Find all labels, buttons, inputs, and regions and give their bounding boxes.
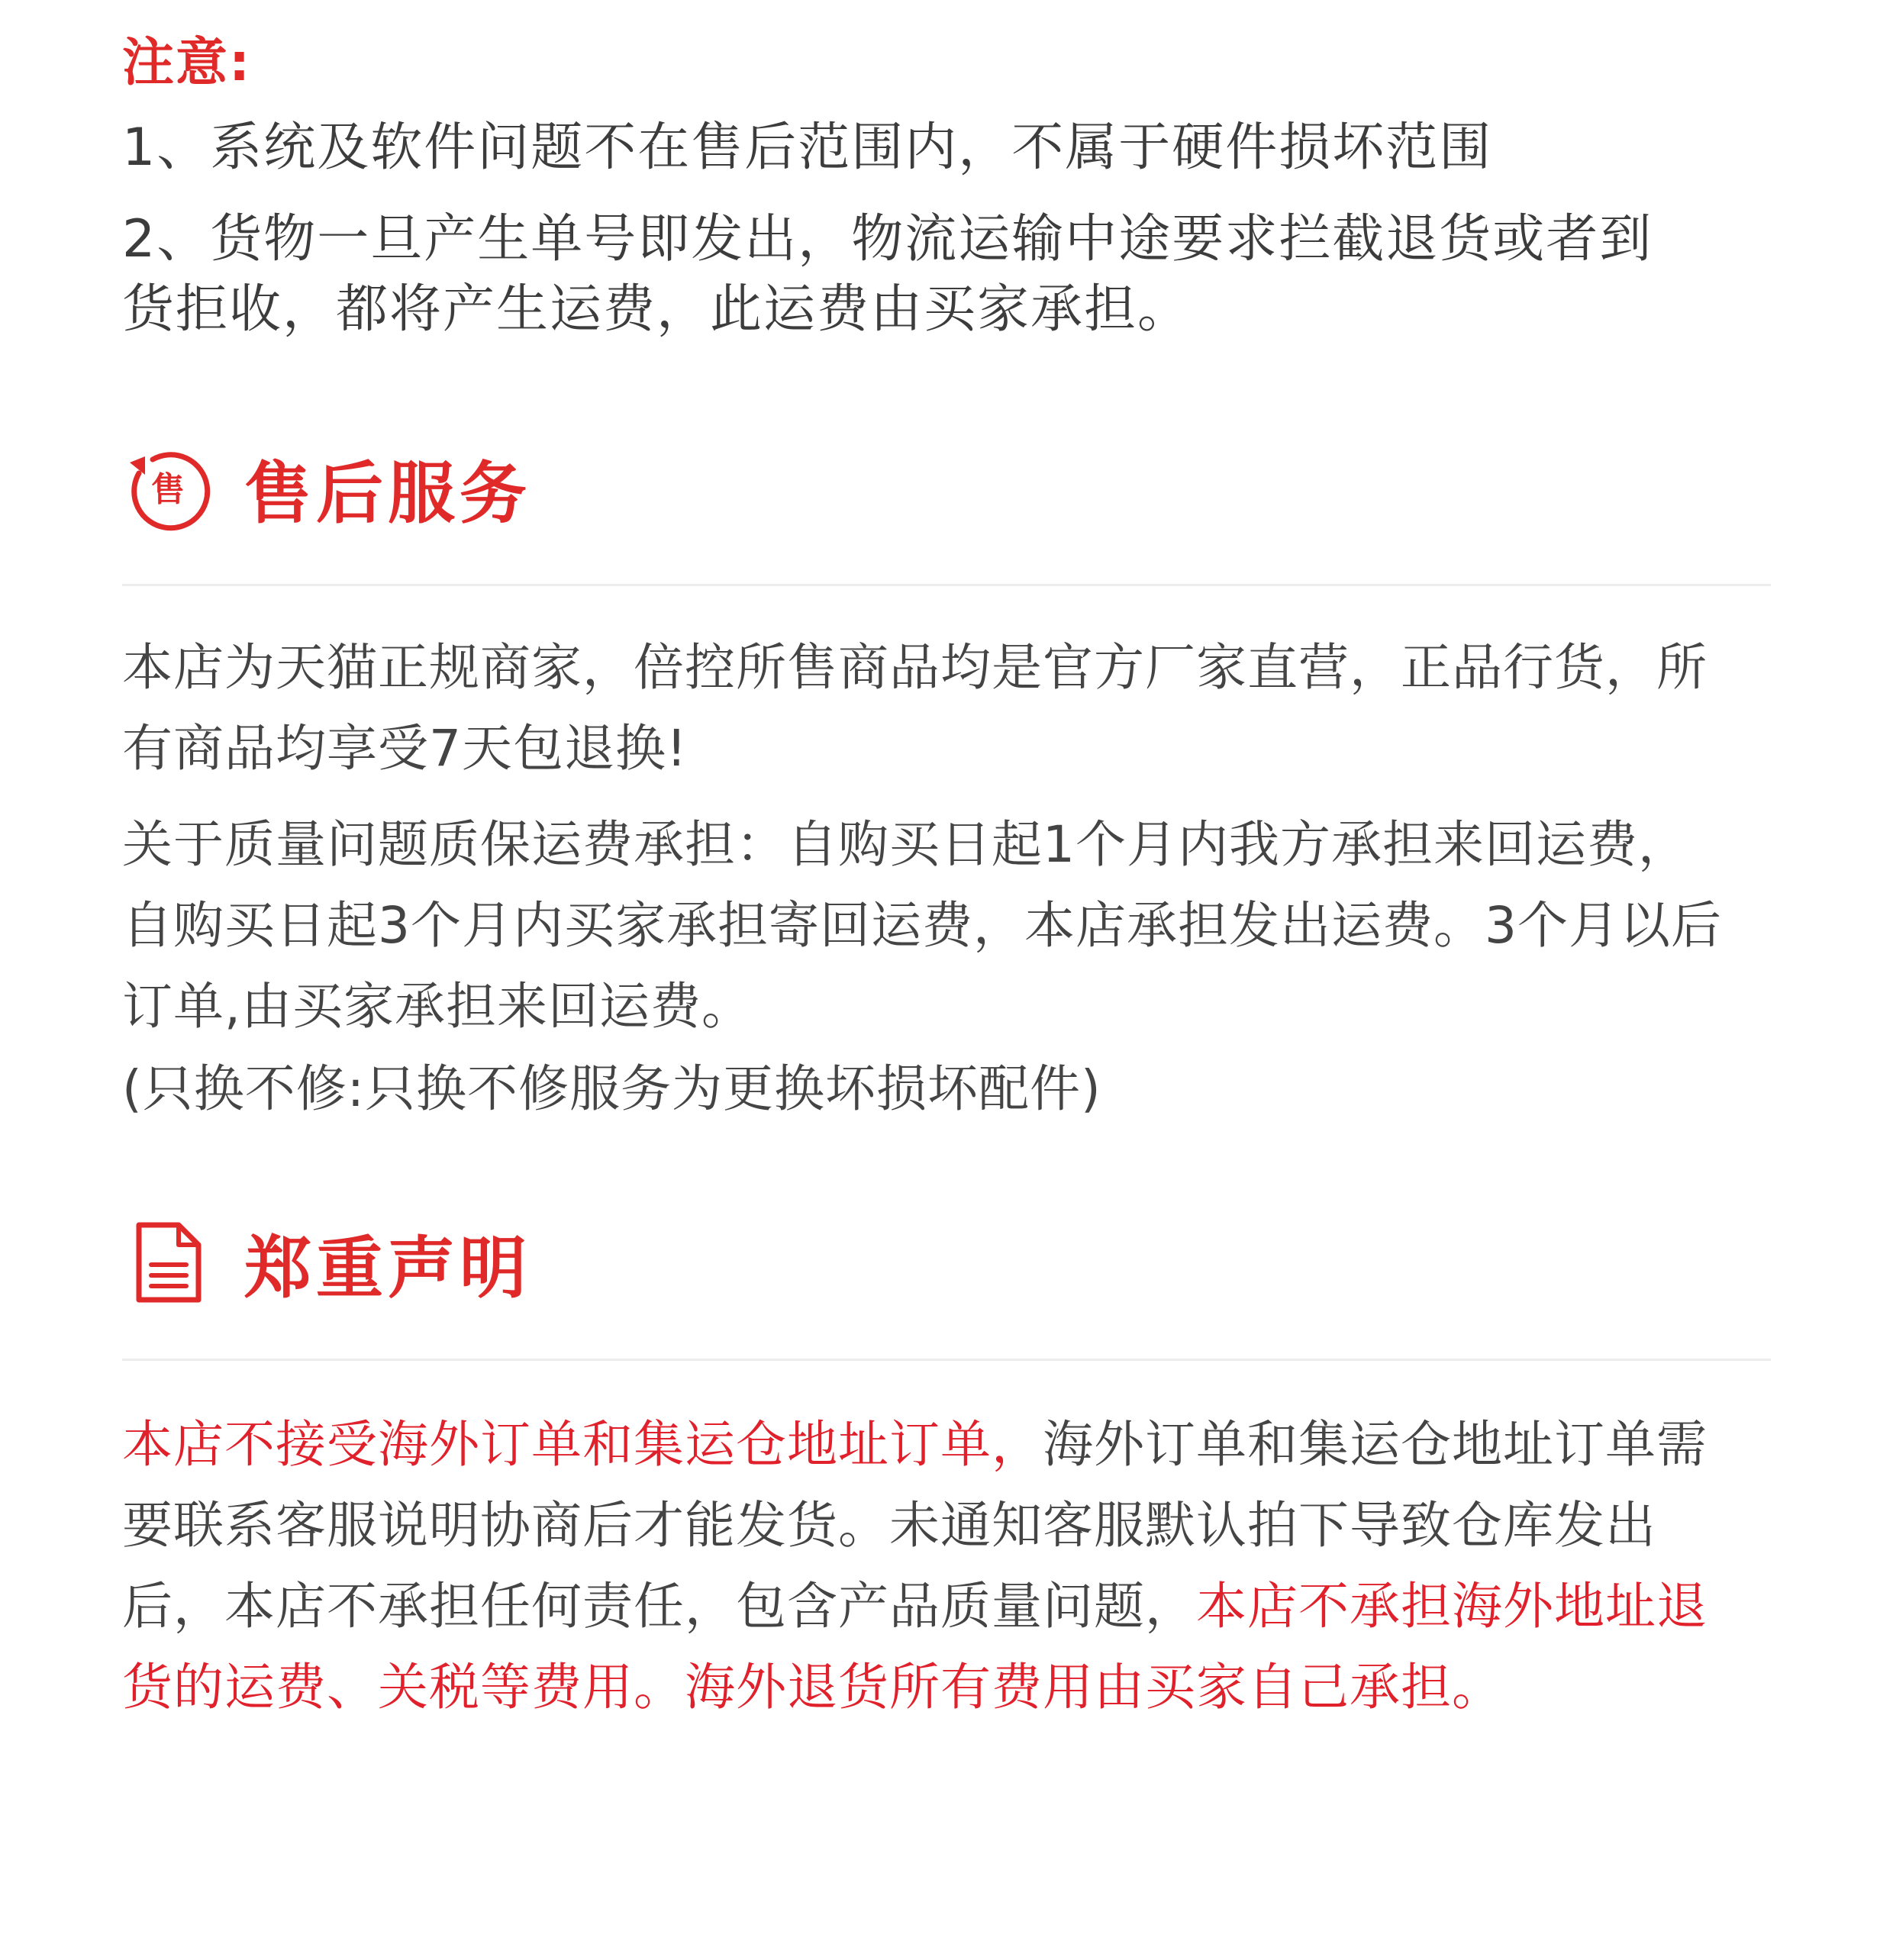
- declaration-divider: [122, 1359, 1771, 1361]
- after-sales-icon-glyph: 售: [151, 470, 185, 509]
- after-sales-title: 售后服务: [244, 454, 532, 533]
- after-sales-paragraph-2: 关于质量问题质保运费承担：自购买日起1个月内我方承担来回运费，自购买日起3个月内买家承担寄回运费，本店承担发出运费。3个月以后订单,由买家承担来回运费。: [122, 815, 1722, 1036]
- document-icon: [122, 1217, 214, 1309]
- after-sales-header: [122, 439, 531, 538]
- declaration-header: [122, 1214, 531, 1313]
- after-sales-paragraph-3: (只换不修:只换不修服务为更换坏损坏配件): [122, 1059, 1101, 1118]
- after-sales-divider: [122, 584, 1771, 586]
- declaration-title: 郑重声明: [244, 1229, 532, 1307]
- notice-item-1: 1、系统及软件问题不在售后范围内，不属于硬件损坏范围: [122, 118, 1493, 178]
- declaration-highlight-2: 本店不承担海外地址退货的运费、关税等费用。海外退货所有费用由买家自己承担。: [122, 1577, 1708, 1717]
- notice-heading: 注意:: [122, 33, 252, 93]
- declaration-highlight-1: 本店不接受海外订单和集运仓地址订单，: [122, 1415, 1043, 1474]
- declaration-paragraph: [122, 1404, 1733, 1728]
- notice-item-2: 2、货物一旦产生单号即发出，物流运输中途要求拦截退货或者到货拒收，都将产生运费，此运费由买家承担。: [122, 209, 1653, 340]
- after-sales-icon: [122, 443, 214, 534]
- after-sales-paragraph-1: 本店为天猫正规商家，倍控所售商品均是官方厂家直营，正品行货，所有商品均享受7天包退换!: [122, 638, 1708, 778]
- declaration-body: 海外订单和集运仓地址订单需要联系客服说明协商后才能发货。未通知客服默认拍下导致仓库发出后，本店不承担任何责任，包含产品质量问题，: [122, 1415, 1708, 1636]
